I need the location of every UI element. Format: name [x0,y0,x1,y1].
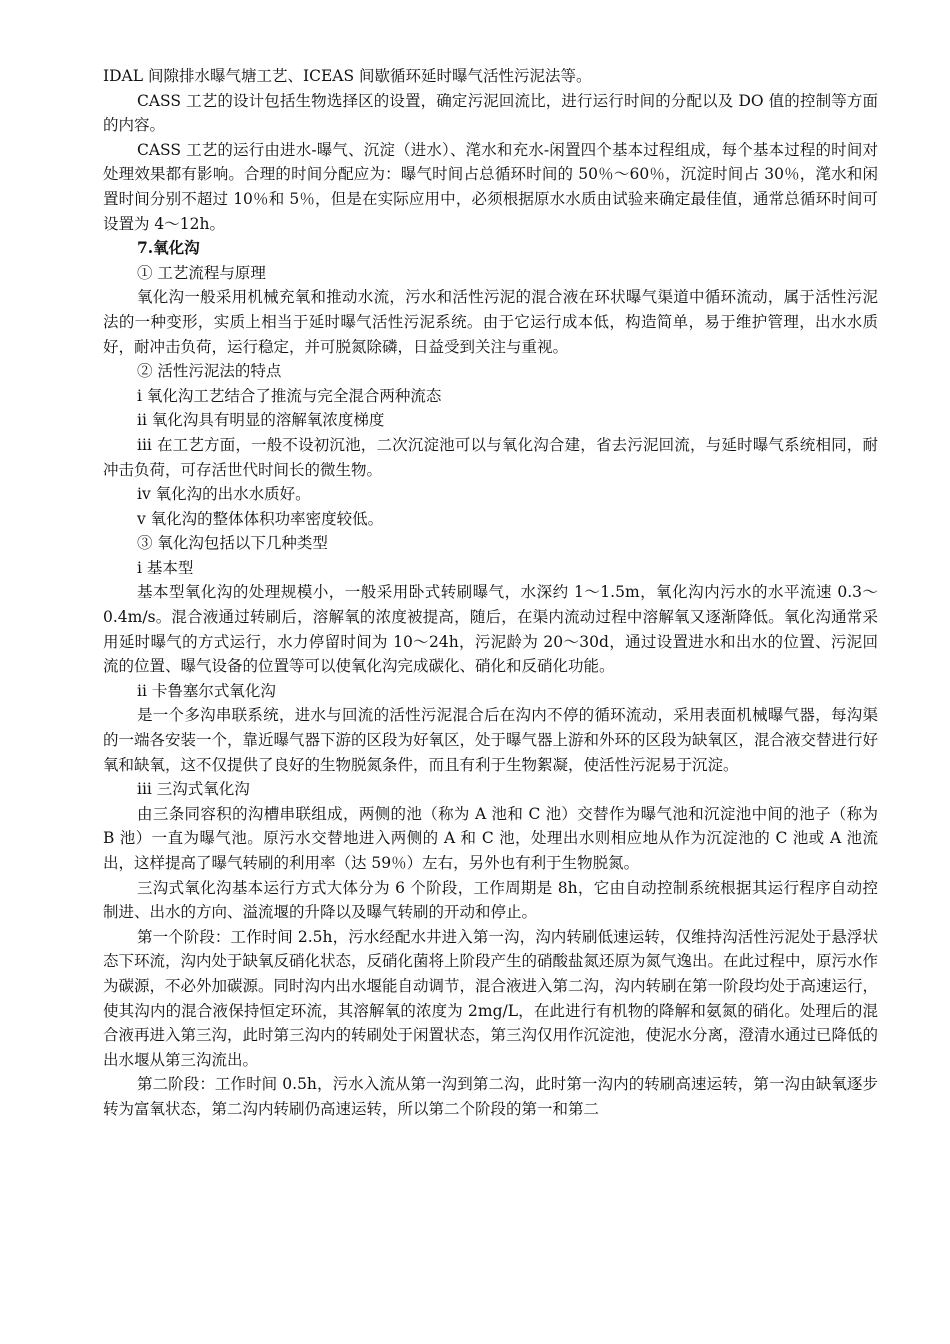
document-page [103,64,878,1122]
subheading-characteristics: ② 活性污泥法的特点 [137,362,282,381]
paragraph-cass-operation: CASS 工艺的运行由进水-曝气、沉淀（进水）、滗水和充水-闲置四个基本过程组成，每个基本过程的时间对处理效果都有影响。合理的时间分配应为：曝气时间占总循环时间的 50％～60％，沉淀时间占 30％，滗水和闲置时间分别不超过 10％和 5％，但是在实际应用中，必须根据原水水质由试验来确定最佳值，通常总循环时间可设置为 4～12h。 [103,140,878,233]
paragraph-basic-type: 基本型氧化沟的处理规模小，一般采用卧式转刷曝气，水深约 1～1.5m，氧化沟内污水的水平流速 0.3～0.4m/s。混合液通过转刷后，溶解氧的浓度被提高，随后，在渠内流动过程中溶解氧又逐渐降低。氧化沟通常采用延时曝气的方式运行，水力停留时间为 10～24h，污泥龄为 20～30d，通过设置进水和出水的位置、污泥回流的位置、曝气设备的位置等可以使氧化沟完成碳化、硝化和反硝化功能。 [103,583,878,676]
paragraph-intro-continuation: IDAL 间隙排水曝气塘工艺、ICEAS 间歇循环延时曝气活性污泥法等。 [103,67,592,85]
paragraph-stage-one: 第一个阶段：工作时间 2.5h，污水经配水井进入第一沟，沟内转刷低速运转，仅维持沟活性污泥处于悬浮状态下环流，沟内处于缺氧反硝化状态，反硝化菌将上阶段产生的硝酸盐氮还原为氮气逸出。在此过程中，原污水作为碳源，不必外加碳源。同时沟内出水堰能自动调节，混合液进入第二沟，沟内转刷在第一阶段均处于高速运行，使其沟内的混合液保持恒定环流，其溶解氧的浓度为 2mg/L，在此进行有机物的降解和氨氮的硝化。处理后的混合液再进入第三沟，此时第三沟内的转刷处于闲置状态，第三沟仅用作沉淀池，使泥水分离，澄清水通过已降低的出水堰从第三沟流出。 [103,927,879,1069]
subheading-types: ③ 氧化沟包括以下几种类型 [137,534,328,553]
section-heading-oxidation-ditch: 7.氧化沟 [137,238,200,258]
paragraph-triple-ditch: 由三条同容积的沟槽串联组成，两侧的池（称为 A 池和 C 池）交替作为曝气池和沉淀池中间的池子（称为 B 池）一直为曝气池。原污水交替地进入两侧的 A 和 C 池，处理出水则相应地从作为沉淀池的 C 池或 A 池流出，这样提高了曝气转刷的利用率（达 59％）左右，另外也有利于生物脱氮。 [103,804,878,872]
paragraph-carrousel-type: 是一个多沟串联系统，进水与回流的活性污泥混合后在沟内不停的循环流动，采用表面机械曝气器，每沟渠的一端各安装一个，靠近曝气器下游的区段为好氧区，处于曝气器上游和外环的区段为缺氧区，混合液交替进行好氧和缺氧，这不仅提供了良好的生物脱氮条件，而且有利于生物絮凝，使活性污泥易于沉淀。 [103,706,879,774]
list-item-characteristic-4: iv 氧化沟的出水水质好。 [137,485,311,504]
list-item-characteristic-3: iii 在工艺方面，一般不设初沉池，二次沉淀池可以与氧化沟合建，省去污泥回流，与延时曝气系统相同，耐冲击负荷，可存活世代时间长的微生物。 [103,435,878,479]
paragraph-cass-design: CASS 工艺的设计包括生物选择区的设置，确定污泥回流比，进行运行时间的分配以及 DO 值的控制等方面的内容。 [103,91,878,135]
list-item-characteristic-1: i 氧化沟工艺结合了推流与完全混合两种流态 [137,386,442,405]
paragraph-triple-ditch-stages: 三沟式氧化沟基本运行方式大体分为 6 个阶段，工作周期是 8h，它由自动控制系统根据其运行程序自动控制进、出水的方向、溢流堰的升降以及曝气转刷的开动和停止。 [103,878,878,922]
type-heading-carrousel: ii 卡鲁塞尔式氧化沟 [137,681,276,700]
paragraph-stage-two: 第二阶段：工作时间 0.5h，污水入流从第一沟到第二沟，此时第一沟内的转刷高速运转，第一沟由缺氧逐步转为富氧状态，第二沟内转刷仍高速运转，所以第二个阶段的第一和第二 [103,1075,878,1118]
paragraph-oxidation-ditch-overview: 氧化沟一般采用机械充氧和推动水流，污水和活性污泥的混合液在环状曝气渠道中循环流动，属于活性污泥法的一种变形，实质上相当于延时曝气活性污泥系统。由于它运行成本低，构造简单，易于维护管理，出水水质好，耐冲击负荷，运行稳定，并可脱氮除磷，日益受到关注与重视。 [103,288,878,356]
type-heading-triple-ditch: iii 三沟式氧化沟 [137,780,250,799]
subheading-process-principle: ① 工艺流程与原理 [137,263,266,282]
type-heading-basic: i 基本型 [137,558,194,577]
list-item-characteristic-2: ii 氧化沟具有明显的溶解氧浓度梯度 [137,411,385,430]
list-item-characteristic-5: v 氧化沟的整体体积功率密度较低。 [137,509,384,528]
